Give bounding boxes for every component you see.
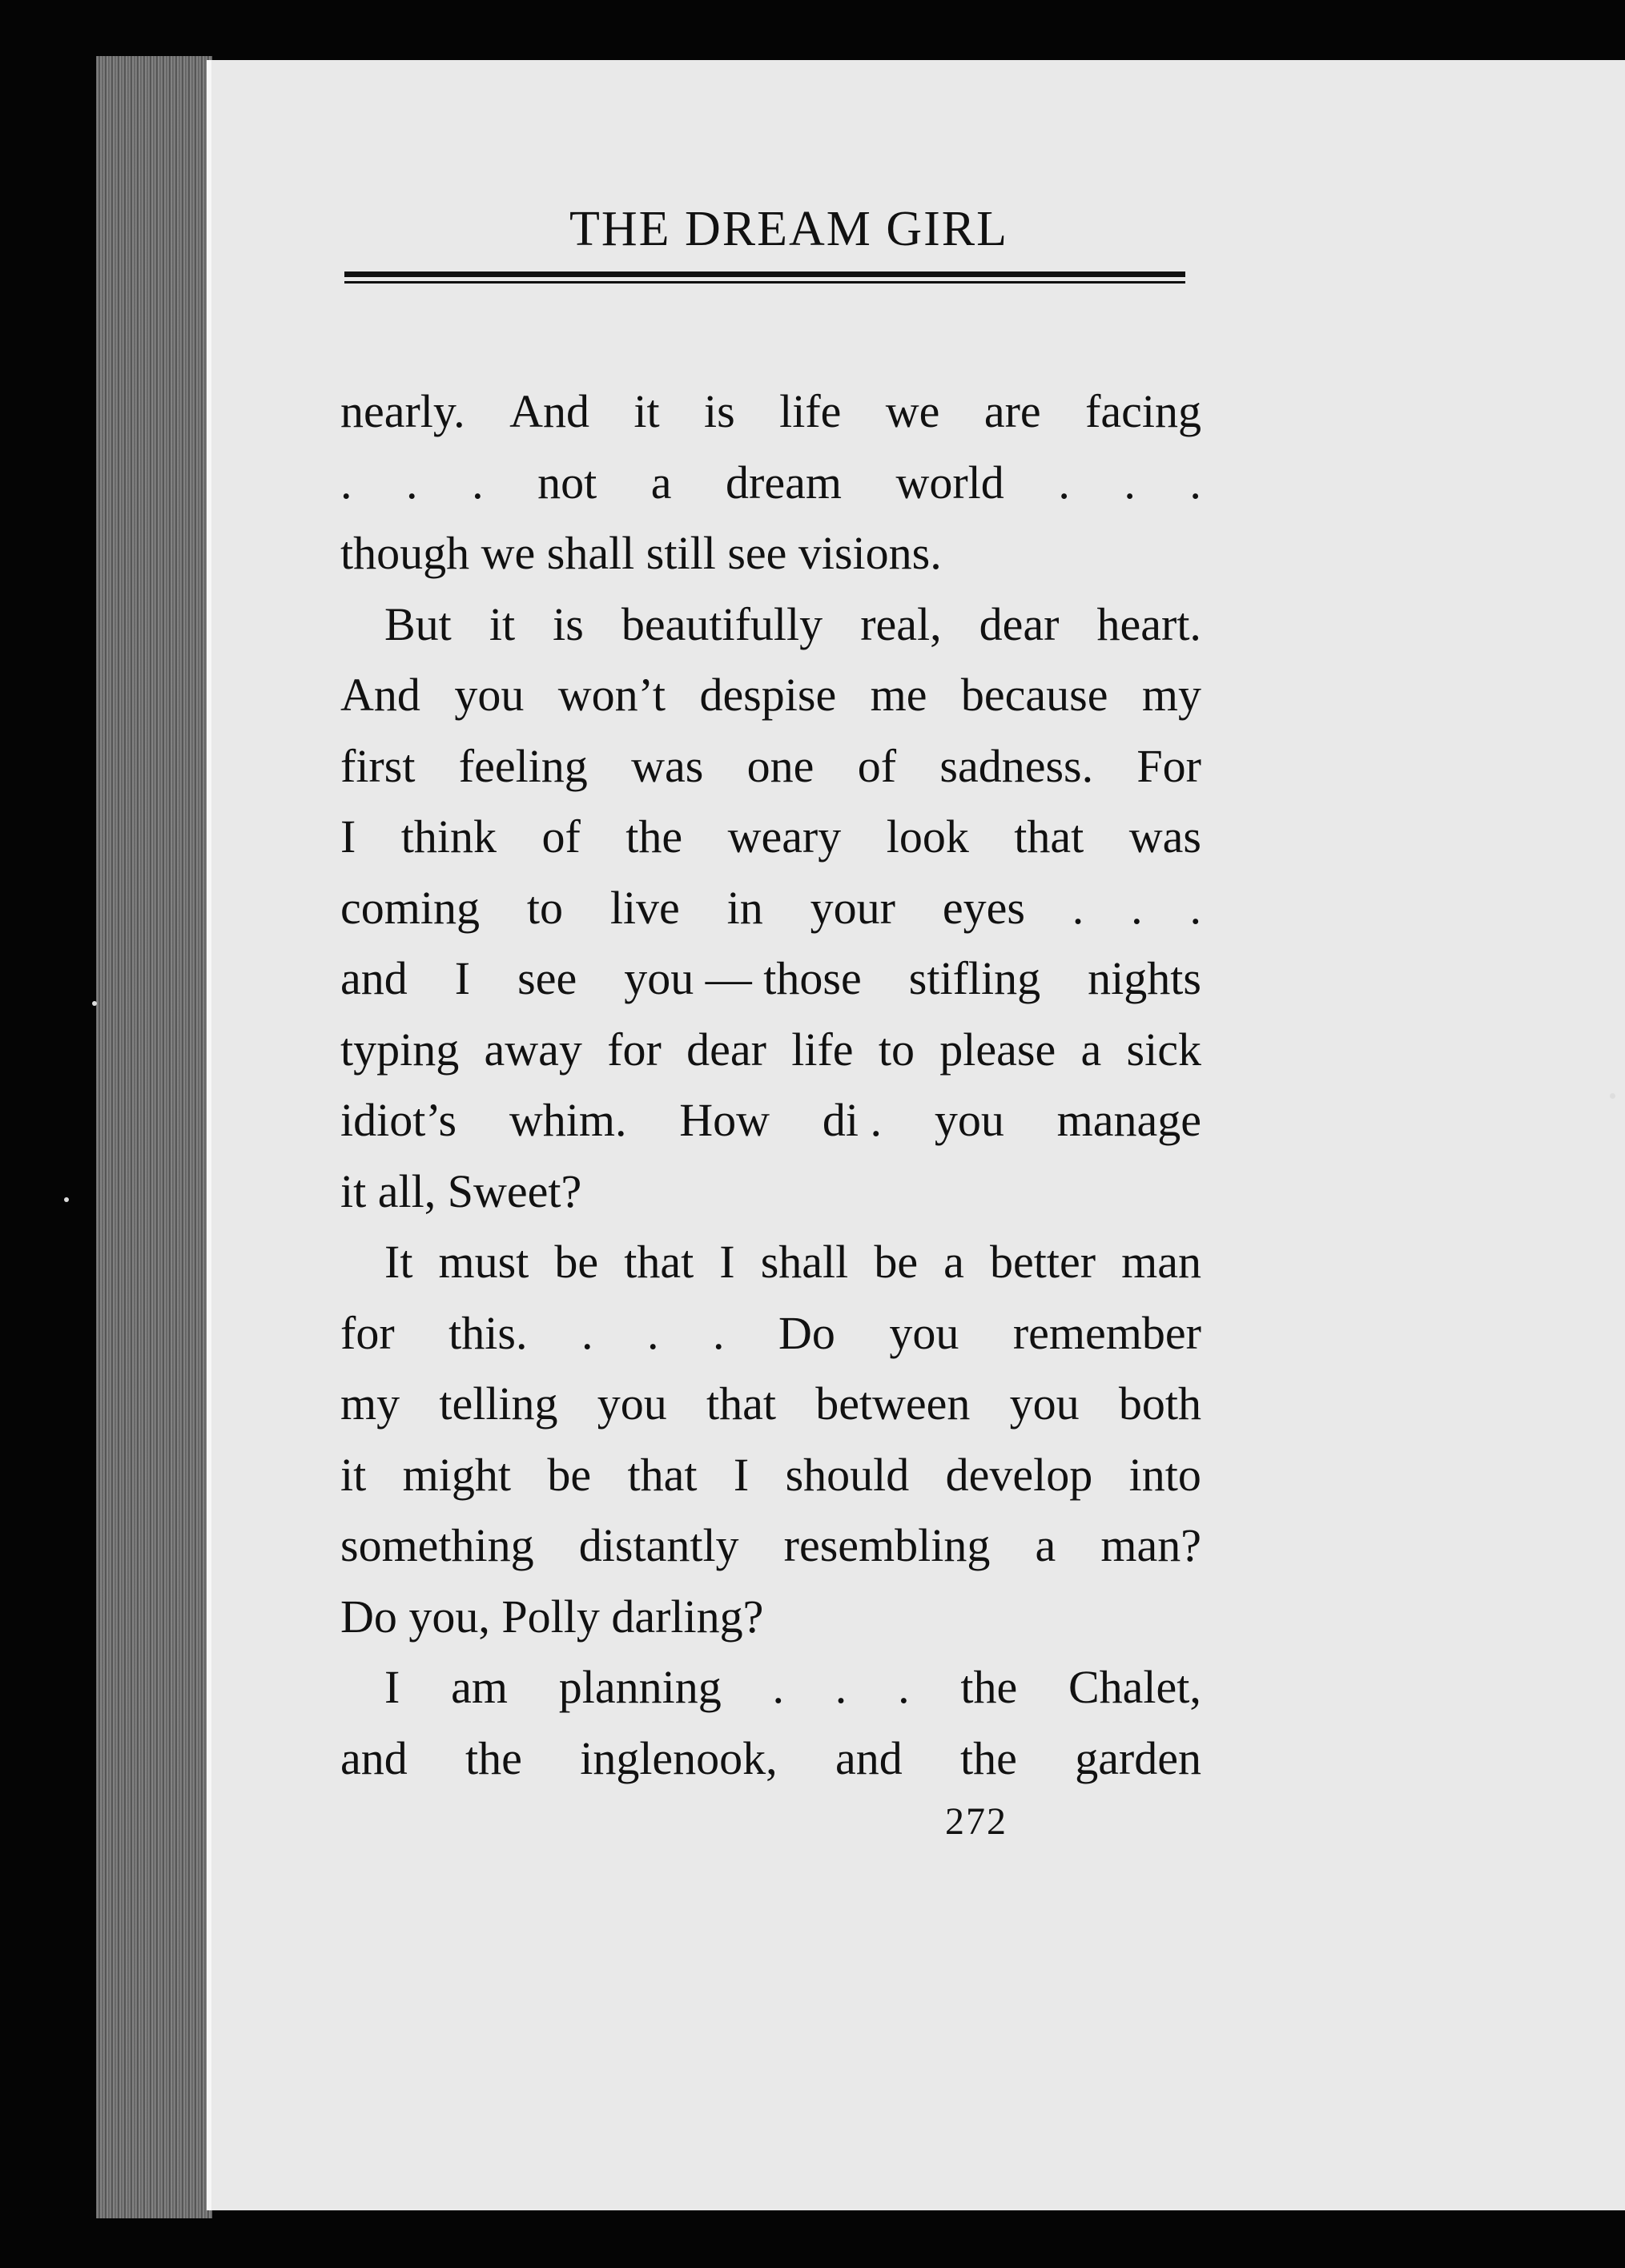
text-line — [340, 589, 1201, 661]
text-word: a — [1035, 1519, 1056, 1571]
text-line — [340, 802, 1201, 873]
book-page-edges — [96, 56, 212, 2218]
text-word: the — [625, 810, 683, 863]
text-word: . — [1072, 881, 1084, 934]
text-word: typing — [340, 1023, 460, 1076]
text-word: . — [712, 1306, 725, 1359]
text-line — [340, 731, 1201, 802]
text-word: garden — [1075, 1731, 1201, 1784]
text-line — [340, 660, 1201, 731]
text-word: I — [454, 952, 471, 1004]
text-word: be — [547, 1448, 592, 1501]
text-word: . — [1189, 456, 1201, 509]
text-word: better — [989, 1236, 1096, 1288]
text-word: of — [541, 810, 581, 863]
text-word: facing — [1085, 385, 1201, 437]
text-word: distantly — [578, 1519, 739, 1571]
text-line — [340, 1582, 1201, 1653]
text-word: might — [402, 1448, 511, 1501]
text-word: we — [885, 385, 940, 437]
text-word: . — [406, 456, 418, 509]
text-word: is — [553, 597, 584, 650]
text-word: eyes — [942, 881, 1025, 934]
text-word: sadness. — [939, 739, 1094, 792]
text-word: live — [609, 881, 680, 934]
text-word: is — [704, 385, 735, 437]
text-line — [340, 873, 1201, 944]
text-word: real, — [860, 597, 942, 650]
text-word: be — [874, 1236, 919, 1288]
text-word: you — those — [624, 952, 862, 1004]
text-word: my — [1141, 669, 1201, 721]
text-word: a — [650, 456, 672, 509]
text-word: weary — [727, 810, 842, 863]
text-word: both — [1118, 1377, 1201, 1430]
text-word: . — [1124, 456, 1136, 509]
text-word: heart. — [1096, 597, 1201, 650]
text-word: coming — [340, 881, 480, 934]
text-word: And — [340, 669, 420, 721]
text-word: to — [878, 1023, 915, 1076]
scan-speck — [92, 1001, 97, 1006]
text-word: shall — [760, 1236, 849, 1288]
text-word: you — [454, 669, 525, 721]
text-word: inglenook, — [580, 1731, 778, 1784]
text-word: are — [983, 385, 1041, 437]
text-word: and — [835, 1731, 903, 1784]
text-word: this. — [448, 1306, 528, 1359]
text-word: resembling — [783, 1519, 991, 1571]
text-word: to — [526, 881, 563, 934]
text-word: life — [791, 1023, 854, 1076]
text-word: should — [785, 1448, 910, 1501]
text-word: But — [384, 597, 452, 650]
scan-speck — [64, 1197, 69, 1202]
text-line — [340, 1156, 1201, 1228]
text-word: sick — [1126, 1023, 1201, 1076]
text-word: . — [898, 1661, 910, 1713]
text-word: that — [1014, 810, 1084, 863]
text-word: How — [679, 1094, 770, 1146]
text-word: a — [943, 1236, 964, 1288]
text-word: and — [340, 952, 408, 1004]
text-word: you — [889, 1306, 959, 1359]
text-word: nights — [1088, 952, 1201, 1004]
text-word: that — [627, 1448, 698, 1501]
text-word: was — [1128, 810, 1201, 863]
text-word: please — [939, 1023, 1056, 1076]
text-word: you — [1009, 1377, 1080, 1430]
page-number: 272 — [945, 1800, 1008, 1843]
text-word: into — [1128, 1448, 1201, 1501]
text-word: I — [733, 1448, 750, 1501]
text-word: nearly. — [340, 385, 465, 437]
text-word: for — [340, 1306, 395, 1359]
text-word: in — [726, 881, 763, 934]
text-line — [340, 1015, 1201, 1086]
text-word: for — [607, 1023, 662, 1076]
text-word: the — [960, 1661, 1018, 1713]
text-word: and — [340, 1731, 408, 1784]
text-word: idiot’s — [340, 1094, 457, 1146]
text-word: whim. — [509, 1094, 627, 1146]
text-word: the — [465, 1731, 522, 1784]
text-word: develop — [945, 1448, 1093, 1501]
text-word: it — [634, 385, 660, 437]
text-word: it — [489, 597, 516, 650]
text-word: see — [517, 952, 577, 1004]
text-word: . — [1058, 456, 1070, 509]
running-title: THE DREAM GIRL — [569, 202, 1009, 256]
text-word: dear — [979, 597, 1060, 650]
text-word: am — [451, 1661, 508, 1713]
text-word: that — [706, 1377, 776, 1430]
text-word: beautifully — [621, 597, 823, 650]
text-word: . — [581, 1306, 593, 1359]
text-word: think — [400, 810, 497, 863]
text-word: must — [438, 1236, 529, 1288]
text-word: . — [1189, 881, 1201, 934]
text-word: planning — [558, 1661, 722, 1713]
text-word: something — [340, 1519, 534, 1571]
text-word: it — [340, 1448, 367, 1501]
text-word: dear — [686, 1023, 766, 1076]
text-line — [340, 1298, 1201, 1369]
text-line — [340, 1440, 1201, 1511]
text-word: dream — [726, 456, 842, 509]
text-word: that — [624, 1236, 694, 1288]
text-line — [340, 1369, 1201, 1440]
text-word: It — [384, 1236, 413, 1288]
text-line — [340, 1510, 1201, 1582]
text-word: of — [857, 739, 897, 792]
text-line — [340, 448, 1201, 519]
header-double-rule — [344, 271, 1185, 284]
text-word: Do you, Polly darling? — [340, 1590, 764, 1643]
text-word: world — [895, 456, 1004, 509]
text-word: it all, Sweet? — [340, 1164, 582, 1217]
text-word: . — [772, 1661, 785, 1713]
text-word: you — [597, 1377, 667, 1430]
text-line — [340, 1227, 1201, 1298]
text-word: won’t — [557, 669, 666, 721]
text-word: Chalet, — [1068, 1661, 1201, 1713]
text-word: not — [537, 456, 597, 509]
text-line — [340, 943, 1201, 1015]
page-header — [344, 204, 1185, 284]
text-word: And — [509, 385, 589, 437]
text-word: though we shall still see visions. — [340, 527, 942, 579]
text-word: between — [815, 1377, 971, 1430]
text-line — [340, 1652, 1201, 1723]
text-word: your — [810, 881, 895, 934]
text-word: . — [340, 456, 352, 509]
text-word: stifling — [908, 952, 1041, 1004]
text-word: me — [870, 669, 927, 721]
text-word: a — [1080, 1023, 1102, 1076]
text-line — [340, 376, 1201, 448]
text-word: one — [746, 739, 815, 792]
text-line — [340, 1085, 1201, 1156]
text-word: was — [631, 739, 704, 792]
text-word: because — [960, 669, 1108, 721]
text-word: away — [484, 1023, 582, 1076]
text-word: Do — [778, 1306, 835, 1359]
text-word: be — [554, 1236, 599, 1288]
text-word: the — [960, 1731, 1017, 1784]
text-word: . — [835, 1661, 847, 1713]
text-word: I — [384, 1661, 400, 1713]
body-text — [340, 376, 1201, 1794]
text-word: feeling — [458, 739, 588, 792]
text-word: my — [340, 1377, 400, 1430]
text-word: look — [886, 810, 969, 863]
scan-speck — [1610, 1093, 1615, 1099]
text-word: I — [340, 810, 356, 863]
text-word: . — [472, 456, 484, 509]
text-word: manage — [1056, 1094, 1201, 1146]
text-word: . — [646, 1306, 659, 1359]
text-word: life — [779, 385, 842, 437]
text-word: despise — [699, 669, 837, 721]
text-word: I — [719, 1236, 735, 1288]
text-word: man — [1121, 1236, 1201, 1288]
text-word: . — [1131, 881, 1143, 934]
text-line — [340, 518, 1201, 589]
text-word: you — [934, 1094, 1004, 1146]
text-word: first — [340, 739, 416, 792]
text-word: di . — [822, 1094, 882, 1146]
text-word: man? — [1100, 1519, 1201, 1571]
text-line — [340, 1723, 1201, 1795]
text-word: For — [1136, 739, 1201, 792]
text-word: telling — [439, 1377, 558, 1430]
text-word: remember — [1012, 1306, 1201, 1359]
